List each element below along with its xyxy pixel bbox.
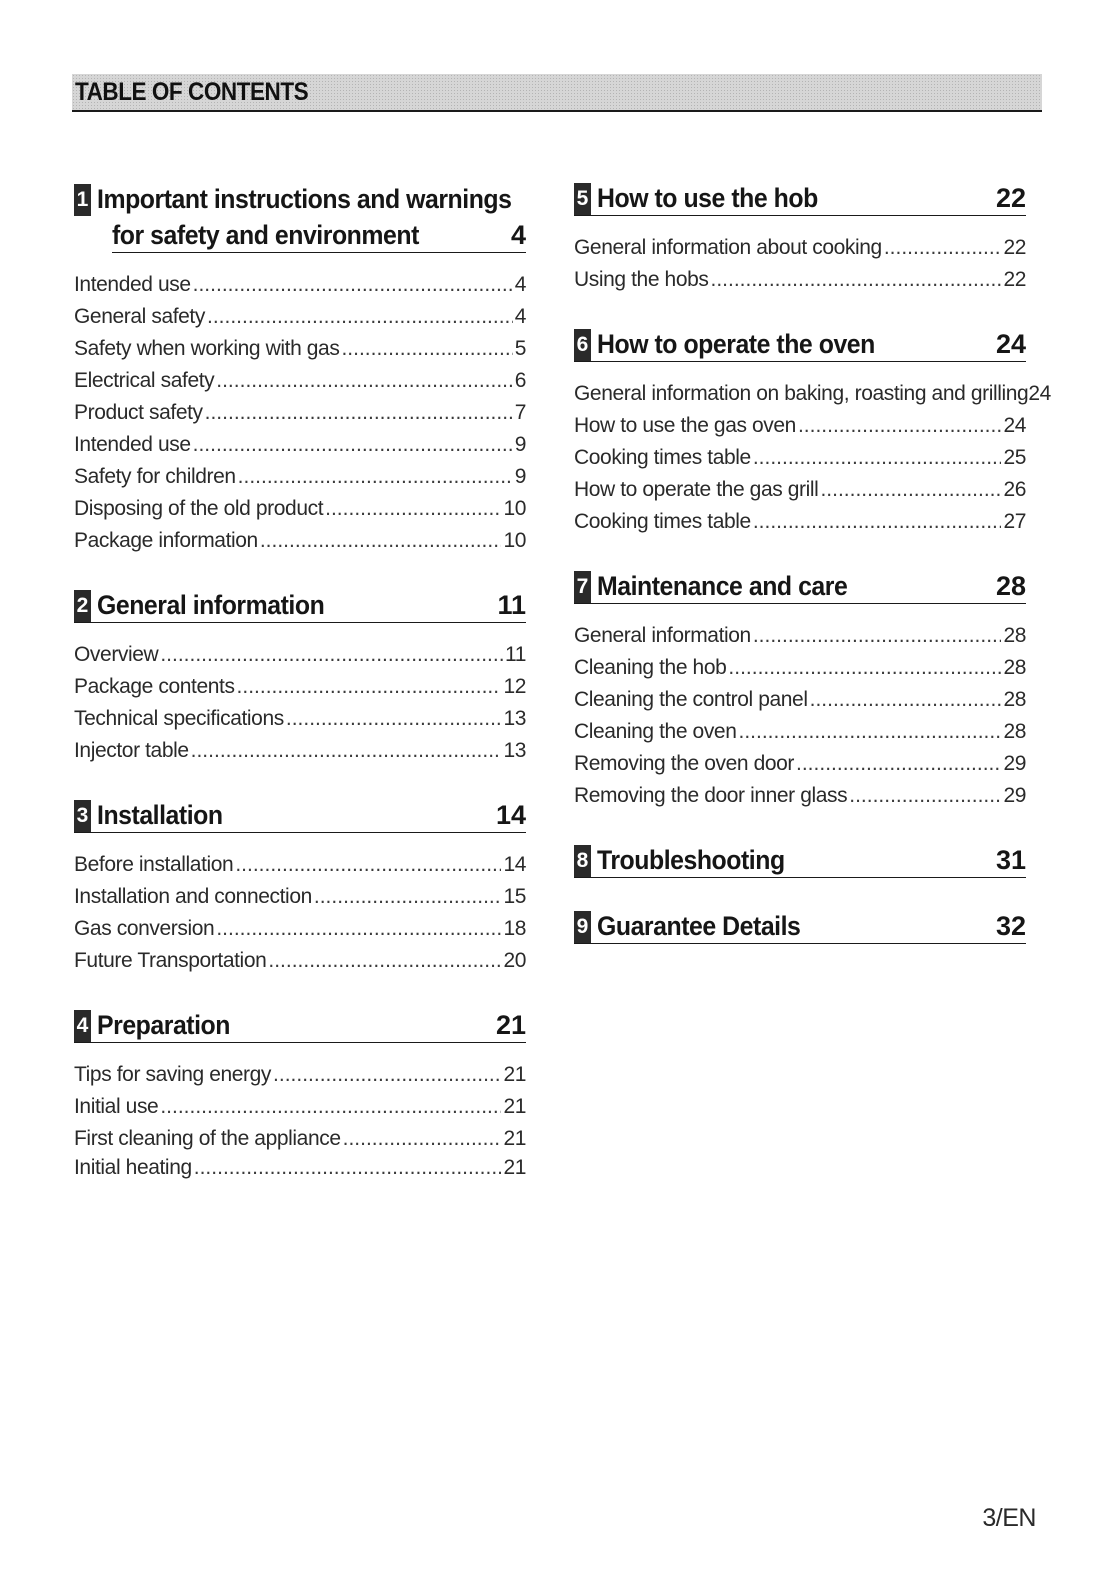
section-page-number: 14 [495,800,526,830]
section-title: Preparation [97,1010,230,1040]
section-title-continued: for safety and environment [112,220,419,250]
entry-page: 12 [503,675,526,698]
section-number-badge: 8 [574,845,591,877]
section-heading[interactable] [574,566,1026,604]
toc-entry[interactable] [74,945,526,977]
entry-label: Disposing of the old product [74,497,324,520]
leader-dots [286,703,502,735]
entry-label: Cleaning the hob [574,656,727,679]
section-heading[interactable] [574,324,1026,362]
toc-section-4 [74,1005,526,1181]
section-page-number: 4 [510,220,526,250]
leader-dots [191,735,502,767]
toc-section-2 [74,585,526,767]
entry-label: Intended use [74,433,191,456]
section-page-number: 32 [995,911,1026,941]
section-title: Troubleshooting [597,845,785,875]
section-number-badge: 7 [574,571,591,603]
toc-entry[interactable] [74,671,526,703]
leader-dots [753,442,1002,474]
entry-label: Removing the oven door [574,752,795,775]
entry-page: 21 [503,1156,526,1179]
toc-entry[interactable] [574,506,1026,538]
entry-page: 14 [503,853,526,876]
section-title: How to use the hob [597,183,818,213]
toc-entry[interactable] [574,716,1026,748]
section-title: Important instructions and warnings [97,184,512,214]
section-heading[interactable] [574,840,1026,878]
leader-dots [739,716,1002,748]
entry-page: 18 [503,917,526,940]
toc-entry[interactable] [74,703,526,735]
section-number-badge: 3 [74,800,91,832]
entry-page: 13 [503,707,526,730]
entry-label: Injector table [74,739,189,762]
entry-label: General information about cooking [574,236,882,259]
toc-header-bar [72,74,1042,112]
entry-page: 11 [505,643,526,666]
entry-list [574,232,1026,296]
entry-label: Cooking times table [574,446,751,469]
entry-label: Using the hobs [574,268,709,291]
leader-dots [160,1091,501,1123]
toc-entry[interactable] [74,1059,526,1091]
page-title: TABLE OF CONTENTS [75,78,309,106]
entry-label: Package information [74,529,258,552]
toc-entry[interactable] [74,735,526,767]
leader-dots [268,945,501,977]
leader-dots [194,1155,502,1181]
leader-dots [849,780,1001,812]
entry-label: Cooking times table [574,510,751,533]
toc-entry[interactable] [74,269,526,301]
leader-dots [238,461,513,493]
entry-label: Electrical safety [74,369,215,392]
toc-entry[interactable] [74,429,526,461]
toc-section-7 [574,566,1026,812]
section-page-number: 21 [495,1010,526,1040]
section-number-badge: 4 [74,1010,91,1042]
section-heading[interactable] [74,795,526,833]
entry-page: 4 [514,305,526,328]
toc-section-1 [74,178,526,557]
entry-page: 4 [514,273,526,296]
toc-entry[interactable] [74,1155,526,1181]
entry-list [74,1059,526,1181]
entry-page: 27 [1003,510,1026,533]
section-page-number: 31 [995,845,1026,875]
entry-page: 10 [503,529,526,552]
entry-page: 6 [514,369,526,392]
entry-label: General information [574,624,751,647]
leader-dots [235,849,501,881]
section-heading[interactable] [574,178,1026,216]
leader-dots [237,671,502,703]
section-page-number: 28 [995,571,1026,601]
leader-dots [753,620,1002,652]
entry-label: Future Transportation [74,949,267,972]
toc-entry[interactable] [74,881,526,913]
leader-dots [711,264,1002,296]
section-heading[interactable] [74,1005,526,1043]
toc-entry[interactable] [74,1123,526,1155]
entry-label: First cleaning of the appliance [74,1127,341,1150]
section-number-badge: 6 [574,329,591,361]
leader-dots [343,1123,502,1155]
toc-entry[interactable] [574,474,1026,506]
entry-label: General safety [74,305,205,328]
entry-page: 13 [503,739,526,762]
entry-page: 28 [1003,688,1026,711]
leader-dots [796,748,1001,780]
toc-section-6 [574,324,1051,538]
section-title: Installation [97,800,223,830]
toc-entry[interactable] [574,620,1026,652]
leader-dots [314,881,502,913]
leader-dots [216,365,512,397]
entry-page: 29 [1003,752,1026,775]
entry-page: 21 [503,1127,526,1150]
entry-page: 28 [1003,656,1026,679]
toc-entry[interactable] [574,748,1026,780]
section-page-number: 24 [995,329,1026,359]
toc-section-3 [74,795,526,977]
section-number-badge: 2 [74,590,91,622]
entry-label: Gas conversion [74,917,215,940]
toc-entry[interactable] [574,378,1051,410]
toc-entry[interactable] [574,780,1026,812]
entry-page: 25 [1003,446,1026,469]
entry-label: Cleaning the control panel [574,688,808,711]
section-title: How to operate the oven [597,329,875,359]
toc-right-column [574,178,1051,972]
entry-page: 24 [1003,414,1026,437]
toc-entry[interactable] [74,1091,526,1123]
entry-page: 26 [1003,478,1026,501]
entry-label: Overview [74,643,159,666]
entry-page: 21 [503,1095,526,1118]
entry-page: 29 [1003,784,1026,807]
entry-list [74,849,526,977]
leader-dots [798,410,1001,442]
leader-dots [260,525,502,557]
leader-dots [273,1059,501,1091]
page-footer-number: 3/EN [982,1504,1036,1532]
entry-list [574,620,1026,812]
entry-label: Safety for children [74,465,236,488]
entry-page: 28 [1003,624,1026,647]
toc-entry[interactable] [574,264,1026,296]
toc-entry[interactable] [574,410,1026,442]
entry-label: Before installation [74,853,234,876]
toc-entry[interactable] [74,493,526,525]
entry-page: 22 [1003,236,1026,259]
toc-entry[interactable] [74,525,526,557]
entry-list [74,269,526,557]
entry-page: 22 [1003,268,1026,291]
entry-list [74,639,526,767]
leader-dots [341,333,512,365]
entry-label: General information on baking, roasting and grilling24 [574,382,1051,405]
section-heading[interactable] [74,178,526,253]
toc-entry[interactable] [74,301,526,333]
entry-page: 21 [503,1063,526,1086]
leader-dots [216,913,501,945]
section-number-badge: 9 [574,911,591,943]
section-number-badge: 1 [74,184,91,216]
leader-dots [193,269,513,301]
leader-dots [810,684,1002,716]
entry-label: Initial use [74,1095,159,1118]
leader-dots [753,506,1002,538]
entry-label: Package contents [74,675,235,698]
toc-entry[interactable] [74,639,526,671]
section-page-number: 11 [497,590,526,620]
toc-entry[interactable] [574,442,1026,474]
entry-page: 7 [514,401,526,424]
section-heading[interactable] [74,585,526,623]
entry-list [574,378,1051,538]
toc-entry[interactable] [74,365,526,397]
entry-label: Technical specifications [74,707,284,730]
toc-entry[interactable] [574,232,1026,264]
entry-page: 9 [514,465,526,488]
section-page-number: 22 [995,183,1026,213]
section-heading[interactable] [574,906,1026,944]
entry-page: 9 [514,433,526,456]
entry-label: Product safety [74,401,203,424]
section-number-badge: 5 [574,183,591,215]
toc-entry[interactable] [74,397,526,429]
entry-page: 28 [1003,720,1026,743]
entry-label: Safety when working with gas [74,337,340,360]
toc-section-8 [574,840,1026,878]
toc-section-9 [574,906,1026,944]
toc-left-column [74,178,526,1209]
leader-dots [205,397,513,429]
leader-dots [325,493,501,525]
entry-label: Cleaning the oven [574,720,737,743]
toc-entry[interactable] [74,913,526,945]
section-title: General information [97,590,325,620]
leader-dots [193,429,513,461]
entry-page: 10 [503,497,526,520]
toc-entry[interactable] [574,652,1026,684]
entry-label: How to use the gas oven [574,414,796,437]
toc-entry[interactable] [74,849,526,881]
leader-dots [207,301,513,333]
entry-page: 5 [514,337,526,360]
toc-entry[interactable] [74,461,526,493]
leader-dots [820,474,1001,506]
entry-label: Initial heating [74,1156,192,1179]
toc-entry[interactable] [74,333,526,365]
section-title: Guarantee Details [597,911,801,941]
toc-entry[interactable] [574,684,1026,716]
entry-label: Intended use [74,273,191,296]
leader-dots [884,232,1002,264]
leader-dots [728,652,1001,684]
entry-label: Installation and connection [74,885,312,908]
section-title: Maintenance and care [597,571,848,601]
toc-section-5 [574,178,1026,296]
leader-dots [160,639,503,671]
entry-label: Tips for saving energy [74,1063,272,1086]
entry-label: Removing the door inner glass [574,784,848,807]
entry-label: How to operate the gas grill [574,478,819,501]
entry-page: 20 [503,949,526,972]
entry-page: 15 [503,885,526,908]
